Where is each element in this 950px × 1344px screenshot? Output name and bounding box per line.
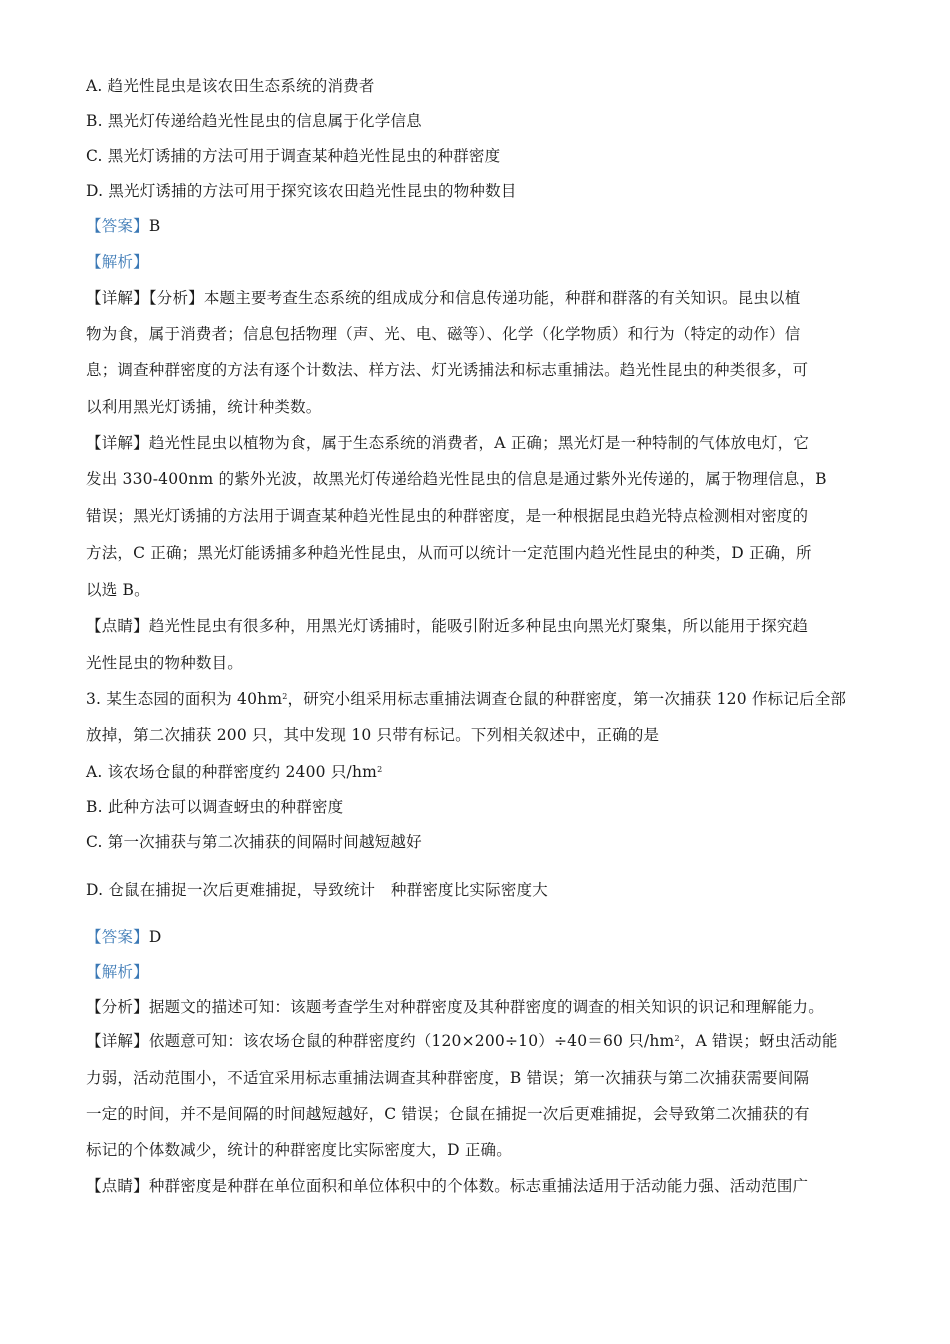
q3-stem-line-2: 放掉，第二次捕获 200 只，其中发现 10 只带有标记。下列相关叙述中，正确的是 [86, 726, 660, 744]
xiangjie-tag: 【详解】 [86, 1032, 149, 1050]
q2-option-a: A. 趋光性昆虫是该农田生态系统的消费者 [86, 77, 375, 95]
fenxi-text: 本题主要考查生态系统的组成成分和信息传递功能，种群和群落的有关知识。昆虫以植 [203, 289, 801, 307]
q2-analysis-tag: 【解析】 [86, 253, 149, 271]
q3-option-d: D. 仓鼠在捕捉一次后更难捕捉，导致统计 种群密度比实际密度大 [86, 881, 548, 899]
q2-fenxi-line-2: 物为食，属于消费者；信息包括物理（声、光、电、磁等）、化学（化学物质）和行为（特定的动作）信 [86, 325, 801, 343]
fenxi-tag: 【详解】【分析】 [86, 289, 204, 307]
q2-dianjing-line-2: 光性昆虫的物种数目。 [86, 654, 244, 672]
q3-fenxi [86, 997, 824, 1017]
q3-xiangjie-line-4: 标记的个体数减少，统计的种群密度比实际密度大，D 正确。 [86, 1141, 512, 1159]
q2-fenxi-line-4: 以利用黑光灯诱捕，统计种类数。 [86, 398, 322, 416]
q3-xiangjie-line-2: 力弱，活动范围小，不适宜采用标志重捕法调查其种群密度，B 错误；第一次捕获与第二次捕获需要间隔 [86, 1069, 810, 1087]
dianjing-tag: 【点睛】 [86, 1177, 149, 1195]
q3-dianjing [86, 1176, 808, 1196]
superscript: 2 [377, 765, 383, 774]
q3-option-c: C. 第一次捕获与第二次捕获的间隔时间越短越好 [86, 833, 422, 851]
q2-fenxi-line-3: 息；调查种群密度的方法有逐个计数法、样方法、灯光诱捕法和标志重捕法。趋光性昆虫的种类很多，可 [86, 361, 809, 379]
q2-xiangjie-line-1 [86, 433, 809, 453]
fenxi-tag: 【分析】 [86, 998, 149, 1016]
q2-xiangjie-line-2: 发出 330-400nm 的紫外光波，故黑光灯传递给趋光性昆虫的信息是通过紫外光传递的，属于物理信息，B [86, 470, 827, 488]
xiangjie-tag: 【详解】 [86, 434, 149, 452]
q3-stem-text-cont: ，研究小组采用标志重捕法调查仓鼠的种群密度，第一次捕获 120 作标记后全部 [287, 690, 847, 708]
answer-value: D [148, 928, 162, 946]
q3-stem-line-1 [86, 689, 846, 709]
superscript: 2 [674, 1034, 680, 1043]
fenxi-text: 据题文的描述可知：该题考查学生对种群密度及其种群密度的调查的相关知识的识记和理解能力。 [148, 998, 824, 1016]
q3-xiangjie-line-3: 一定的时间，并不是间隔的时间越短越好，C 错误；仓鼠在捕捉一次后更难捕捉，会导致第二次捕获的有 [86, 1105, 810, 1123]
xiangjie-text: 依题意可知：该农场仓鼠的种群密度约（120×200÷10）÷40＝60 只/hm [148, 1032, 675, 1050]
q3-answer [86, 927, 161, 947]
q2-option-d: D. 黑光灯诱捕的方法可用于探究该农田趋光性昆虫的物种数目 [86, 182, 517, 200]
q2-fenxi-line-1 [86, 288, 800, 308]
q2-option-c: C. 黑光灯诱捕的方法可用于调查某种趋光性昆虫的种群密度 [86, 147, 501, 165]
q3-option-a [86, 762, 382, 782]
q2-option-b: B. 黑光灯传递给趋光性昆虫的信息属于化学信息 [86, 112, 422, 130]
answer-tag: 【答案】 [86, 928, 149, 946]
q2-xiangjie-line-3: 错误；黑光灯诱捕的方法用于调查某种趋光性昆虫的种群密度，是一种根据昆虫趋光特点检测相对密度的 [86, 507, 809, 525]
xiangjie-text-cont: ，A 错误；蚜虫活动能 [679, 1032, 838, 1050]
q3-xiangjie-line-1 [86, 1031, 838, 1051]
q3-stem-text: 3. 某生态园的面积为 40hm [86, 690, 283, 708]
option-a-text: A. 该农场仓鼠的种群密度约 2400 只/hm [86, 763, 378, 781]
superscript: 2 [282, 692, 288, 701]
answer-tag: 【答案】 [86, 217, 149, 235]
dianjing-text: 趋光性昆虫有很多种，用黑光灯诱捕时，能吸引附近多种昆虫向黑光灯聚集，所以能用于探究趋 [148, 617, 809, 635]
dianjing-tag: 【点睛】 [86, 617, 149, 635]
dianjing-text: 种群密度是种群在单位面积和单位体积中的个体数。标志重捕法适用于活动能力强、活动范围广 [148, 1177, 809, 1195]
q3-analysis-tag: 【解析】 [86, 963, 149, 981]
xiangjie-text: 趋光性昆虫以植物为食，属于生态系统的消费者，A 正确；黑光灯是一种特制的气体放电灯，它 [148, 434, 810, 452]
q3-option-b: B. 此种方法可以调查蚜虫的种群密度 [86, 798, 344, 816]
q2-xiangjie-line-5: 以选 B。 [86, 581, 150, 599]
q2-xiangjie-line-4: 方法，C 正确；黑光灯能诱捕多种趋光性昆虫，从而可以统计一定范围内趋光性昆虫的种类，D 正确，所 [86, 544, 812, 562]
answer-value: B [148, 217, 161, 235]
q2-dianjing-line-1 [86, 616, 808, 636]
q2-answer [86, 216, 160, 236]
